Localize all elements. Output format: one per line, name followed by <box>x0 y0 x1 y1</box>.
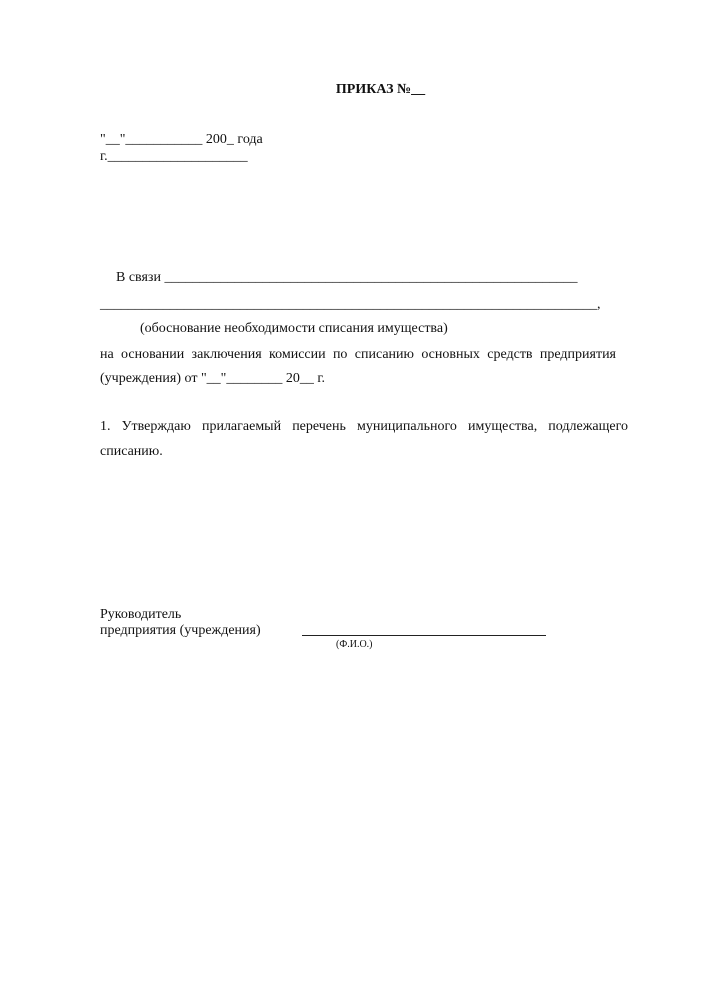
city-field-line: г.____________________ <box>100 149 248 164</box>
signature-label-head: Руководитель <box>100 607 182 622</box>
reason-field-line: В связи ___________________________________________________________ <box>116 270 578 285</box>
signature-label-organization: предприятия (учреждения) <box>100 623 261 638</box>
basis-text-line-1: на основании заключения комиссии по списанию основных средств предприятия <box>100 347 616 362</box>
document-title: ПРИКАЗ №__ <box>335 82 426 97</box>
basis-text-line-2: (учреждения) от "__"________ 20__ г. <box>100 371 326 386</box>
signature-caption: (Ф.И.О.) <box>336 639 373 650</box>
order-item-1-line-2: списанию. <box>100 444 163 459</box>
date-field-line: "__"___________ 200_ года <box>100 132 263 147</box>
signature-line <box>302 635 546 636</box>
order-item-1-line-1: 1. Утверждаю прилагаемый перечень муниципального имущества, подлежащего <box>100 419 628 434</box>
reason-caption: (обоснование необходимости списания имущества) <box>140 321 448 336</box>
reason-field-continuation: _______________________________________________________________________, <box>100 297 601 312</box>
